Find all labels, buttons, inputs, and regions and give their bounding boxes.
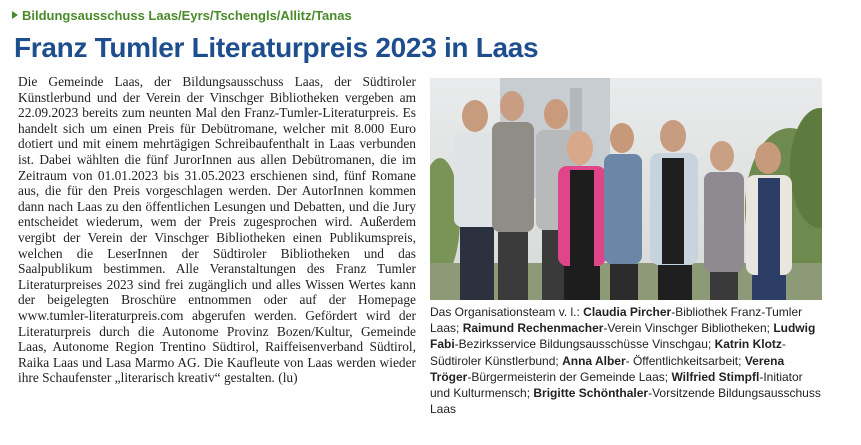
caption-name: Wilfried Stimpfl [671, 369, 760, 384]
caption-role: - Öffentlichkeitsarbeit; [625, 353, 745, 368]
caption-role: -Bibliothek Franz-Tumler Laas; [430, 305, 803, 336]
section-kicker [12, 8, 352, 23]
caption-role: -Bezirksservice Bildungsausschüsse Vinschgau; [454, 337, 715, 352]
caption-role: -Verein Vinschger Bibliotheken; [603, 321, 774, 336]
photo-caption [430, 304, 825, 417]
caption-name: Raimund Rechenmacher [462, 321, 604, 336]
caption-name: Anna Alber [562, 353, 626, 368]
caption-role: -Bürgermeisterin der Gemeinde Laas; [467, 369, 672, 384]
caption-name: Verena Tröger [430, 353, 785, 384]
arrow-icon [12, 11, 18, 19]
group-photo [430, 78, 822, 300]
kicker-text: Bildungsausschuss Laas/Eyrs/Tschengls/Allitz/Tanas [22, 8, 352, 23]
caption-role: -Südtiroler Künstlerbund; [430, 337, 786, 368]
caption-name: Ludwig Fabi [430, 321, 816, 352]
caption-name: Katrin Klotz [714, 337, 782, 352]
caption-intro: Das Organisationsteam v. l.: [430, 305, 584, 319]
caption-role: -Initiator und Kulturmensch; [430, 369, 803, 401]
article-body [18, 74, 416, 386]
caption-name: Brigitte Schönthaler [533, 386, 649, 401]
body-paragraph: Die Gemeinde Laas, der Bildungsausschuss Laas, der Südtiroler Künstlerbund und der Verein der Vinschger Bibliotheken vergeben am 22.09.2023 bereits zum neunten Mal den Franz-Tumler-Literaturpreis. Es handelt sich um einen Preis für Debütromane, welcher mit 8.000 Euro dotiert und mit einem mehrtägigen Schreibaufenthalt in Laas verbunden ist. Dabei wählten die fünf JurorInnen aus allen Debütromanen, die im Zeitraum von 01.01.2023 bis 31.05.2023 erschienen sind, fünf Romane aus, die für den Preis vorgeschlagen werden. Der AutorInnen kommen dann nach Laas zu den öffentlichen Lesungen und Debatten, und die Jury entscheidet wiederum, wem der Preis zugesprochen wird. Außerdem vergibt der Verein der Vinschger Bibliotheken einen Publikumspreis, welchen die LeserInnen der Südtiroler Bibliotheken und das Saalpublikum bestimmen. Alle Veranstaltungen des Franz Tumler Literaturpreises 2023 sind frei zugänglich und alles Wissen Wertes kann der beigelegten Broschüre entnommen oder auf der Homepage www.tumler-literaturpreis.com abgerufen werden. Gefördert wird der Literaturpreis durch die Autonome Provinz Bozen/Kultur, Gemeinde Laas, Autonome Region Trentino Südtirol, Raiffeisenverband Südtirol, Raika Laas und Lasa Marmo AG. Die Kaufleute von Laas werden wieder ihre Schaufenster „literarisch kreativ“ gestalten. (lu) [18, 74, 416, 386]
caption-role: -Vorsitzende Bildungsausschuss Laas [430, 386, 821, 417]
article-title: Franz Tumler Literaturpreis 2023 in Laas [14, 32, 539, 63]
caption-name: Claudia Pircher [583, 305, 672, 319]
